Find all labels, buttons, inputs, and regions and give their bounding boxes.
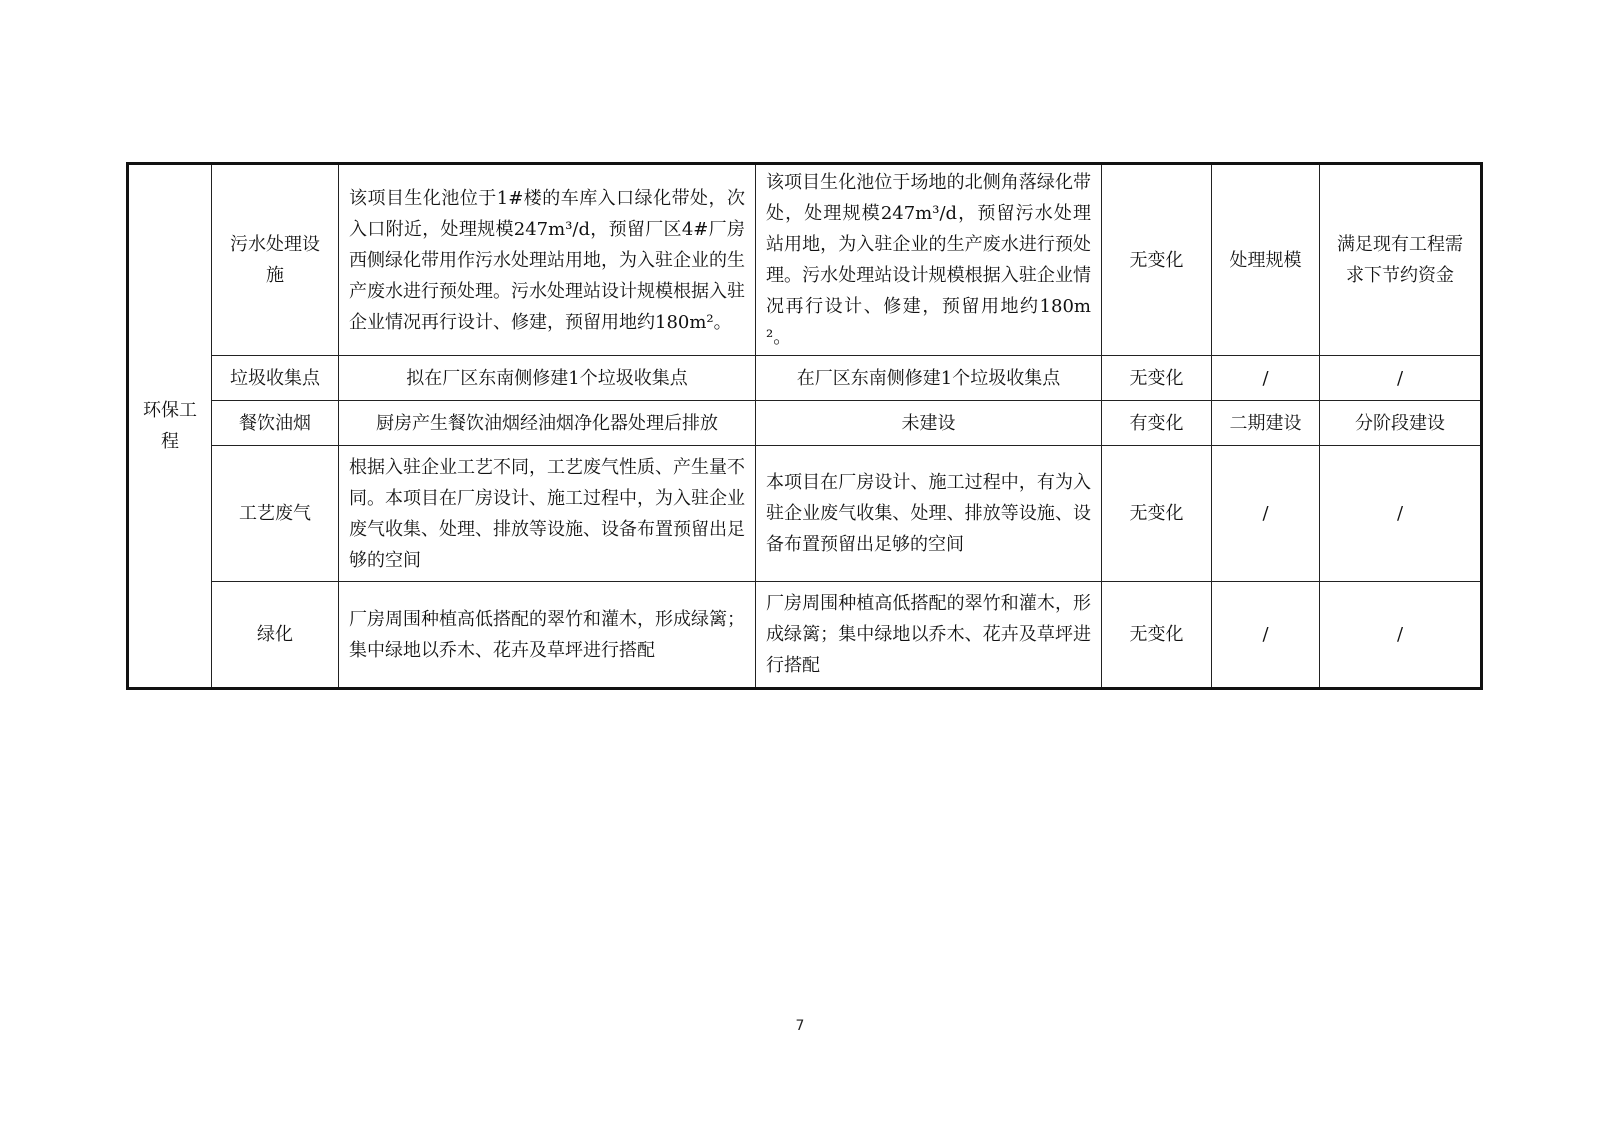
change-reason-cell: 分阶段建设 (1320, 401, 1482, 446)
change-content-cell: / (1212, 582, 1320, 689)
change-content-cell: 二期建设 (1212, 401, 1320, 446)
actual-content-cell: 厂房周围种植高低搭配的翠竹和灌木，形成绿篱；集中绿地以乔木、花卉及草坪进行搭配 (756, 582, 1102, 689)
item-cell: 污水处理设施 (212, 164, 339, 356)
change-status-cell: 无变化 (1102, 446, 1212, 582)
change-content-cell: / (1212, 356, 1320, 401)
original-content-cell: 厂房周围种植高低搭配的翠竹和灌木，形成绿篱；集中绿地以乔木、花卉及草坪进行搭配 (339, 582, 756, 689)
table-row (128, 582, 1482, 689)
item-cell: 工艺废气 (212, 446, 339, 582)
table-row (128, 446, 1482, 582)
actual-content-cell: 本项目在厂房设计、施工过程中，有为入驻企业废气收集、处理、排放等设施、设备布置预留出足够的空间 (756, 446, 1102, 582)
change-status-cell: 无变化 (1102, 164, 1212, 356)
table-row (128, 356, 1482, 401)
change-content-cell: / (1212, 446, 1320, 582)
original-content-cell: 拟在厂区东南侧修建1个垃圾收集点 (339, 356, 756, 401)
change-status-cell: 有变化 (1102, 401, 1212, 446)
actual-content-cell: 在厂区东南侧修建1个垃圾收集点 (756, 356, 1102, 401)
actual-content-cell: 未建设 (756, 401, 1102, 446)
change-status-cell: 无变化 (1102, 582, 1212, 689)
item-cell: 垃圾收集点 (212, 356, 339, 401)
change-reason-cell: / (1320, 582, 1482, 689)
project-comparison-table (126, 162, 1483, 690)
change-status-cell: 无变化 (1102, 356, 1212, 401)
category-cell: 环保工程 (128, 164, 212, 689)
actual-content-cell: 该项目生化池位于场地的北侧角落绿化带处，处理规模247m³/d，预留污水处理站用地，为入驻企业的生产废水进行预处理。污水处理站设计规模根据入驻企业情况再行设计、修建，预留用地约180m²。 (756, 164, 1102, 356)
table-row (128, 164, 1482, 356)
change-content-cell: 处理规模 (1212, 164, 1320, 356)
table-row (128, 401, 1482, 446)
item-cell: 餐饮油烟 (212, 401, 339, 446)
page-number: 7 (795, 1018, 805, 1034)
original-content-cell: 厨房产生餐饮油烟经油烟净化器处理后排放 (339, 401, 756, 446)
change-reason-cell: / (1320, 446, 1482, 582)
change-reason-cell: 满足现有工程需求下节约资金 (1320, 164, 1482, 356)
original-content-cell: 该项目生化池位于1#楼的车库入口绿化带处，次入口附近，处理规模247m³/d，预留厂区4#厂房西侧绿化带用作污水处理站用地，为入驻企业的生产废水进行预处理。污水处理站设计规模根据入驻企业情况再行设计、修建，预留用地约180m²。 (339, 164, 756, 356)
original-content-cell: 根据入驻企业工艺不同，工艺废气性质、产生量不同。本项目在厂房设计、施工过程中，为入驻企业废气收集、处理、排放等设施、设备布置预留出足够的空间 (339, 446, 756, 582)
change-reason-cell: / (1320, 356, 1482, 401)
item-cell: 绿化 (212, 582, 339, 689)
